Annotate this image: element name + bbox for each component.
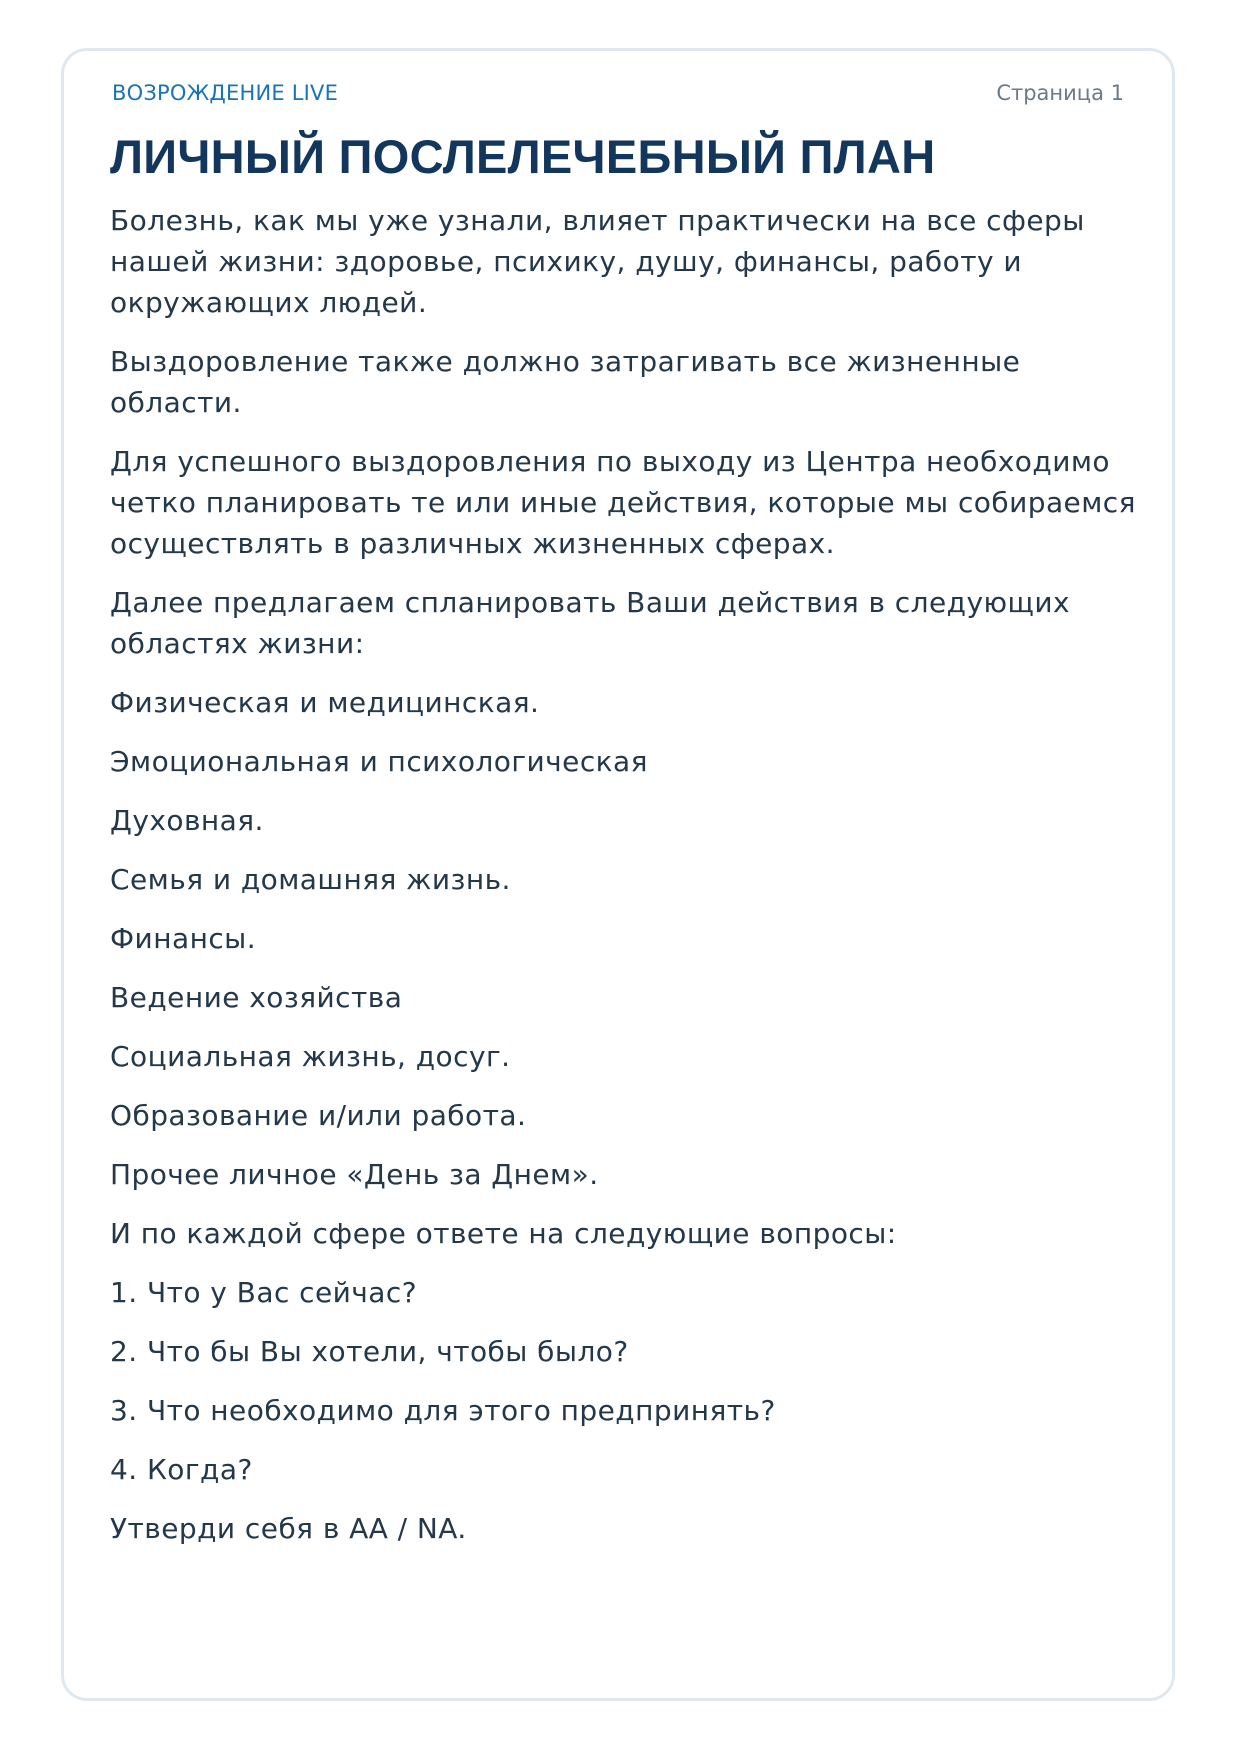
areas-intro-paragraph: Далее предлагаем спланировать Ваши действия в следующих областях жизни: xyxy=(110,586,1070,660)
planning-paragraph: Для успешного выздоровления по выходу из Центра необходимо четко планировать те или иные действия, которые мы собираемся осуществлять в различных жизненных сферах. xyxy=(110,445,1136,560)
question-item: 1. Что у Вас сейчас? xyxy=(110,1276,418,1309)
intro-paragraph: Болезнь, как мы уже узнали, влияет практически на все сферы нашей жизни: здоровье, психику, душу, финансы, работу и окружающих людей. xyxy=(110,204,1085,319)
life-area-item: Образование и/или работа. xyxy=(110,1099,527,1132)
page-number: Страница 1 xyxy=(996,81,1124,105)
questions-intro-paragraph: И по каждой сфере ответе на следующие вопросы: xyxy=(110,1217,897,1250)
life-area-item: Духовная. xyxy=(110,804,264,837)
question-item: 3. Что необходимо для этого предпринять? xyxy=(110,1394,776,1427)
recovery-paragraph: Выздоровление также должно затрагивать все жизненные области. xyxy=(110,345,1021,419)
page-title: ЛИЧНЫЙ ПОСЛЕЛЕЧЕБНЫЙ ПЛАН xyxy=(110,130,936,183)
life-area-item: Финансы. xyxy=(110,922,257,955)
page-header xyxy=(112,73,1124,113)
document-card xyxy=(61,48,1175,1701)
life-area-item: Эмоциональная и психологическая xyxy=(110,745,648,778)
document-body xyxy=(110,200,1140,1567)
life-area-item: Социальная жизнь, досуг. xyxy=(110,1040,511,1073)
question-item: 4. Когда? xyxy=(110,1453,253,1486)
brand-label: ВОЗРОЖДЕНИЕ LIVE xyxy=(112,81,339,105)
life-area-item: Ведение хозяйства xyxy=(110,981,403,1014)
life-area-item: Семья и домашняя жизнь. xyxy=(110,863,511,896)
life-area-item: Прочее личное «День за Днем». xyxy=(110,1158,599,1191)
question-item: 2. Что бы Вы хотели, чтобы было? xyxy=(110,1335,629,1368)
life-area-item: Физическая и медицинская. xyxy=(110,686,540,719)
closing-line: Утверди себя в АА / NA. xyxy=(110,1512,467,1545)
